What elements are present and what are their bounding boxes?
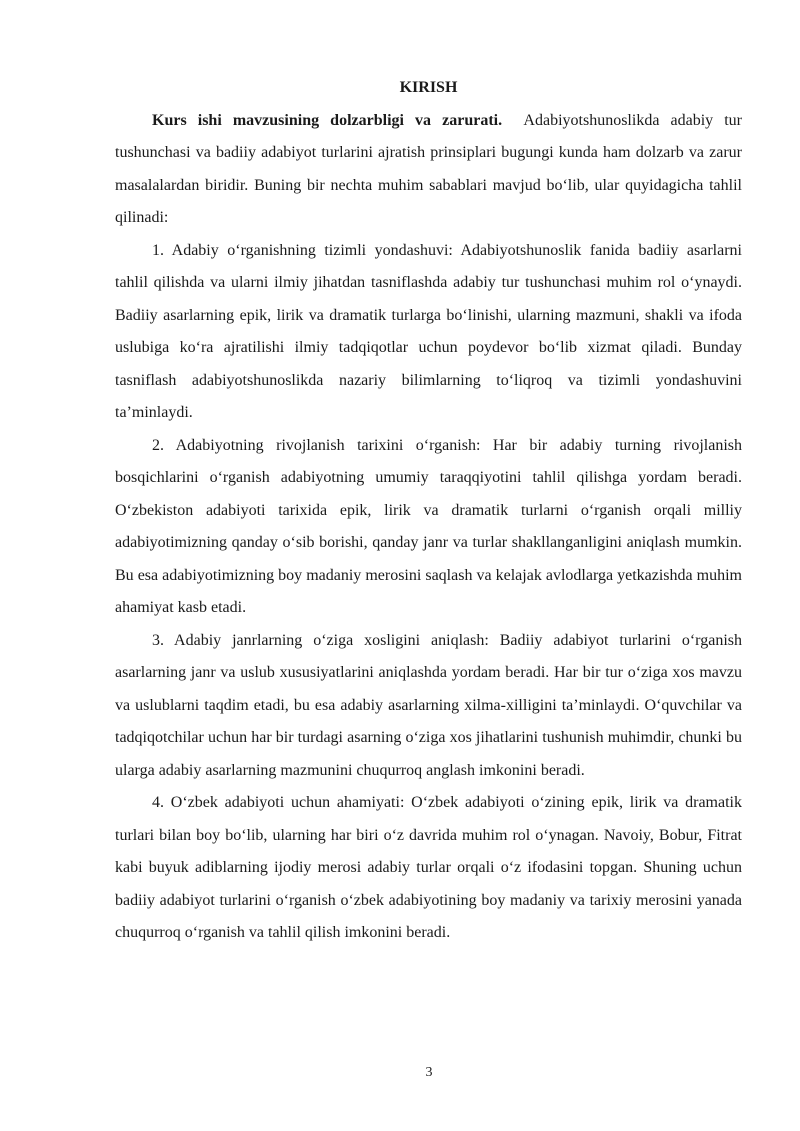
document-page <box>115 72 742 950</box>
page-number: 3 <box>425 1065 433 1080</box>
intro-paragraph <box>115 105 742 235</box>
paragraph-3: 3. Adabiy janrlarning o‘ziga xosligini aniqlash: Badiiy adabiyot turlarini o‘rganish asarlarning janr va uslub xususiyatlarini aniqlashda yordam beradi. Har bir tur o‘ziga xos mavzu va uslublarni taqdim etadi, bu esa adabiy asarlarning xilma-xilligini ta’minlaydi. O‘quvchilar va tadqiqotchilar uchun har bir turdagi asarning o‘ziga xos jihatlarini tushunish muhimdir, chunki bu ularga adabiy asarlarning mazmunini chuqurroq anglash imkonini beradi. <box>115 631 742 779</box>
intro-bold-lead: Kurs ishi mavzusining dolzarbligi va zarurati. <box>152 111 503 129</box>
paragraph-4: 4. O‘zbek adabiyoti uchun ahamiyati: O‘zbek adabiyoti o‘zining epik, lirik va dramatik turlari bilan boy bo‘lib, ularning har biri o‘z davrida muhim rol o‘ynagan. Navoiy, Bobur, Fitrat kabi buyuk adiblarning ijodiy merosi adabiy turlar orqali o‘z ifodasini topgan. Shuning uchun badiiy adabiyot turlarini o‘rganish o‘zbek adabiyotining boy madaniy va tarixiy merosini yanada chuqurroq o‘rganish va tahlil qilish imkonini beradi. <box>115 794 742 941</box>
paragraph-2: 2. Adabiyotning rivojlanish tarixini o‘rganish: Har bir adabiy turning rivojlanish bosqichlarini o‘rganish adabiyotning umumiy taraqqiyotini tahlil qilishga yordam beradi. O‘zbekiston adabiyoti tarixida epik, lirik va dramatik turlarni o‘rganish orqali milliy adabiyotimizning qanday o‘sib borishi, qanday janr va turlar shakllanganligini aniqlash mumkin. Bu esa adabiyotimizning boy madaniy merosini saqlash va kelajak avlodlarga yetkazishda muhim ahamiyat kasb etadi. <box>115 436 742 616</box>
section-heading: KIRISH <box>399 79 458 96</box>
paragraph-1: 1. Adabiy o‘rganishning tizimli yondashuvi: Adabiyotshunoslik fanida badiiy asarlarni tahlil qilishda va ularni ilmiy jihatdan tasniflashda adabiy tur tushunchasi muhim rol o‘ynaydi. Badiiy asarlarning epik, lirik va dramatik turlarga bo‘linishi, ularning mazmuni, shakli va ifoda uslubiga ko‘ra ajratilishi ilmiy tadqiqotlar uchun poydevor bo‘lib xizmat qiladi. Bunday tasniflash adabiyotshunoslikda nazariy bilimlarning to‘liqroq va tizimli yondashuvini ta’minlaydi. <box>115 241 742 421</box>
intro-text: Adabiyotshunoslikda adabiy tur tushunchasi va badiiy adabiyot turlarini ajratish prinsiplari bugungi kunda ham dolzarb va zarur masalalardan biridir. Buning bir nechta muhim sabablari mavjud bo‘lib, ular quyidagicha tahlil qilinadi: <box>115 111 743 226</box>
